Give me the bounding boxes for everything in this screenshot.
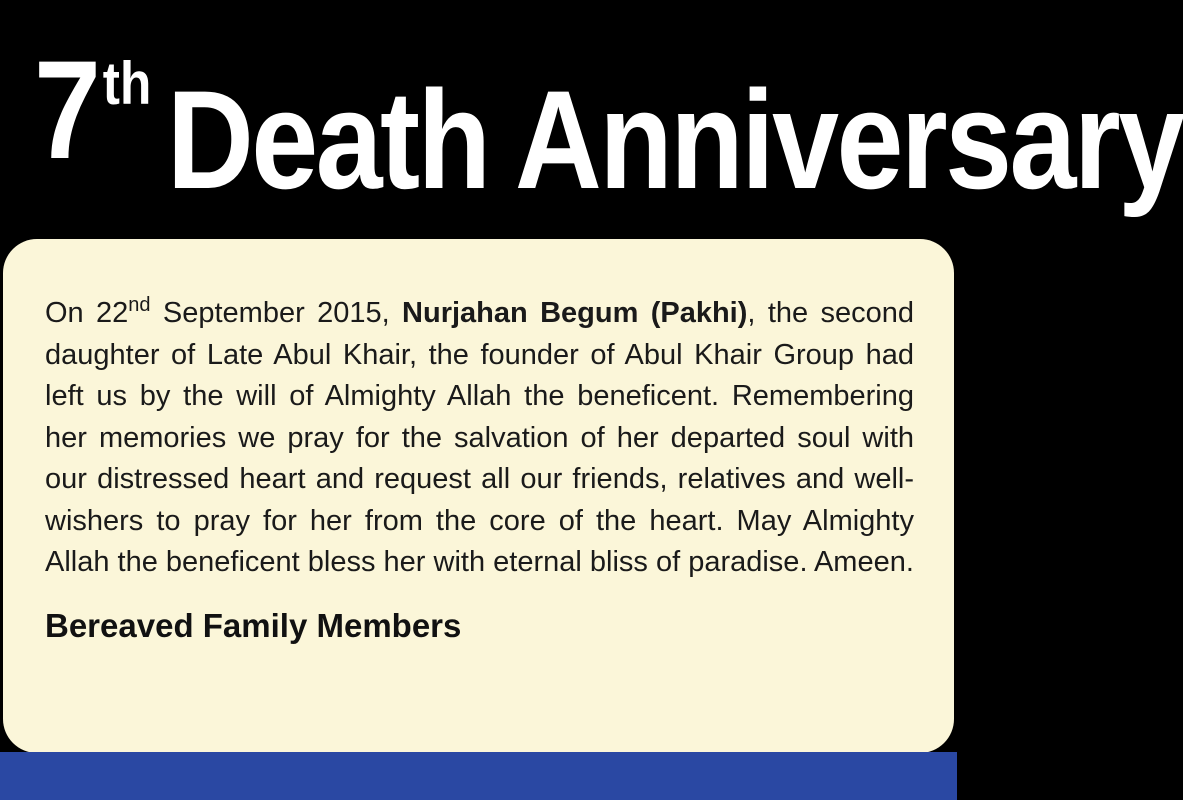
deceased-name: Nurjahan Begum (Pakhi) xyxy=(402,297,748,329)
signature: Bereaved Family Members xyxy=(45,606,462,644)
bottom-band xyxy=(0,752,957,800)
page-title xyxy=(34,31,1183,230)
message-paragraph xyxy=(45,293,914,584)
message-card xyxy=(3,239,954,753)
title-text: Death Anniversary xyxy=(166,61,1183,218)
title-ordinal-suffix: th xyxy=(102,50,152,117)
message-lead: On 22 xyxy=(45,297,129,329)
message-date-rest: September 2015, xyxy=(150,297,403,329)
title-number: 7 xyxy=(34,31,98,188)
message-body: , the second daughter of Late Abul Khair, the founder of Abul Khair Group had left us by the will of Almighty Allah the beneficent. Remembering her memories we pray for the salvation of her departed soul with our distressed heart and request all our friends, relatives and well-wishers to pray for her from the core of the heart. May Almighty Allah the beneficent bless her with eternal bliss of paradise. Ameen. xyxy=(45,297,914,578)
date-ordinal-suffix: nd xyxy=(128,294,151,316)
